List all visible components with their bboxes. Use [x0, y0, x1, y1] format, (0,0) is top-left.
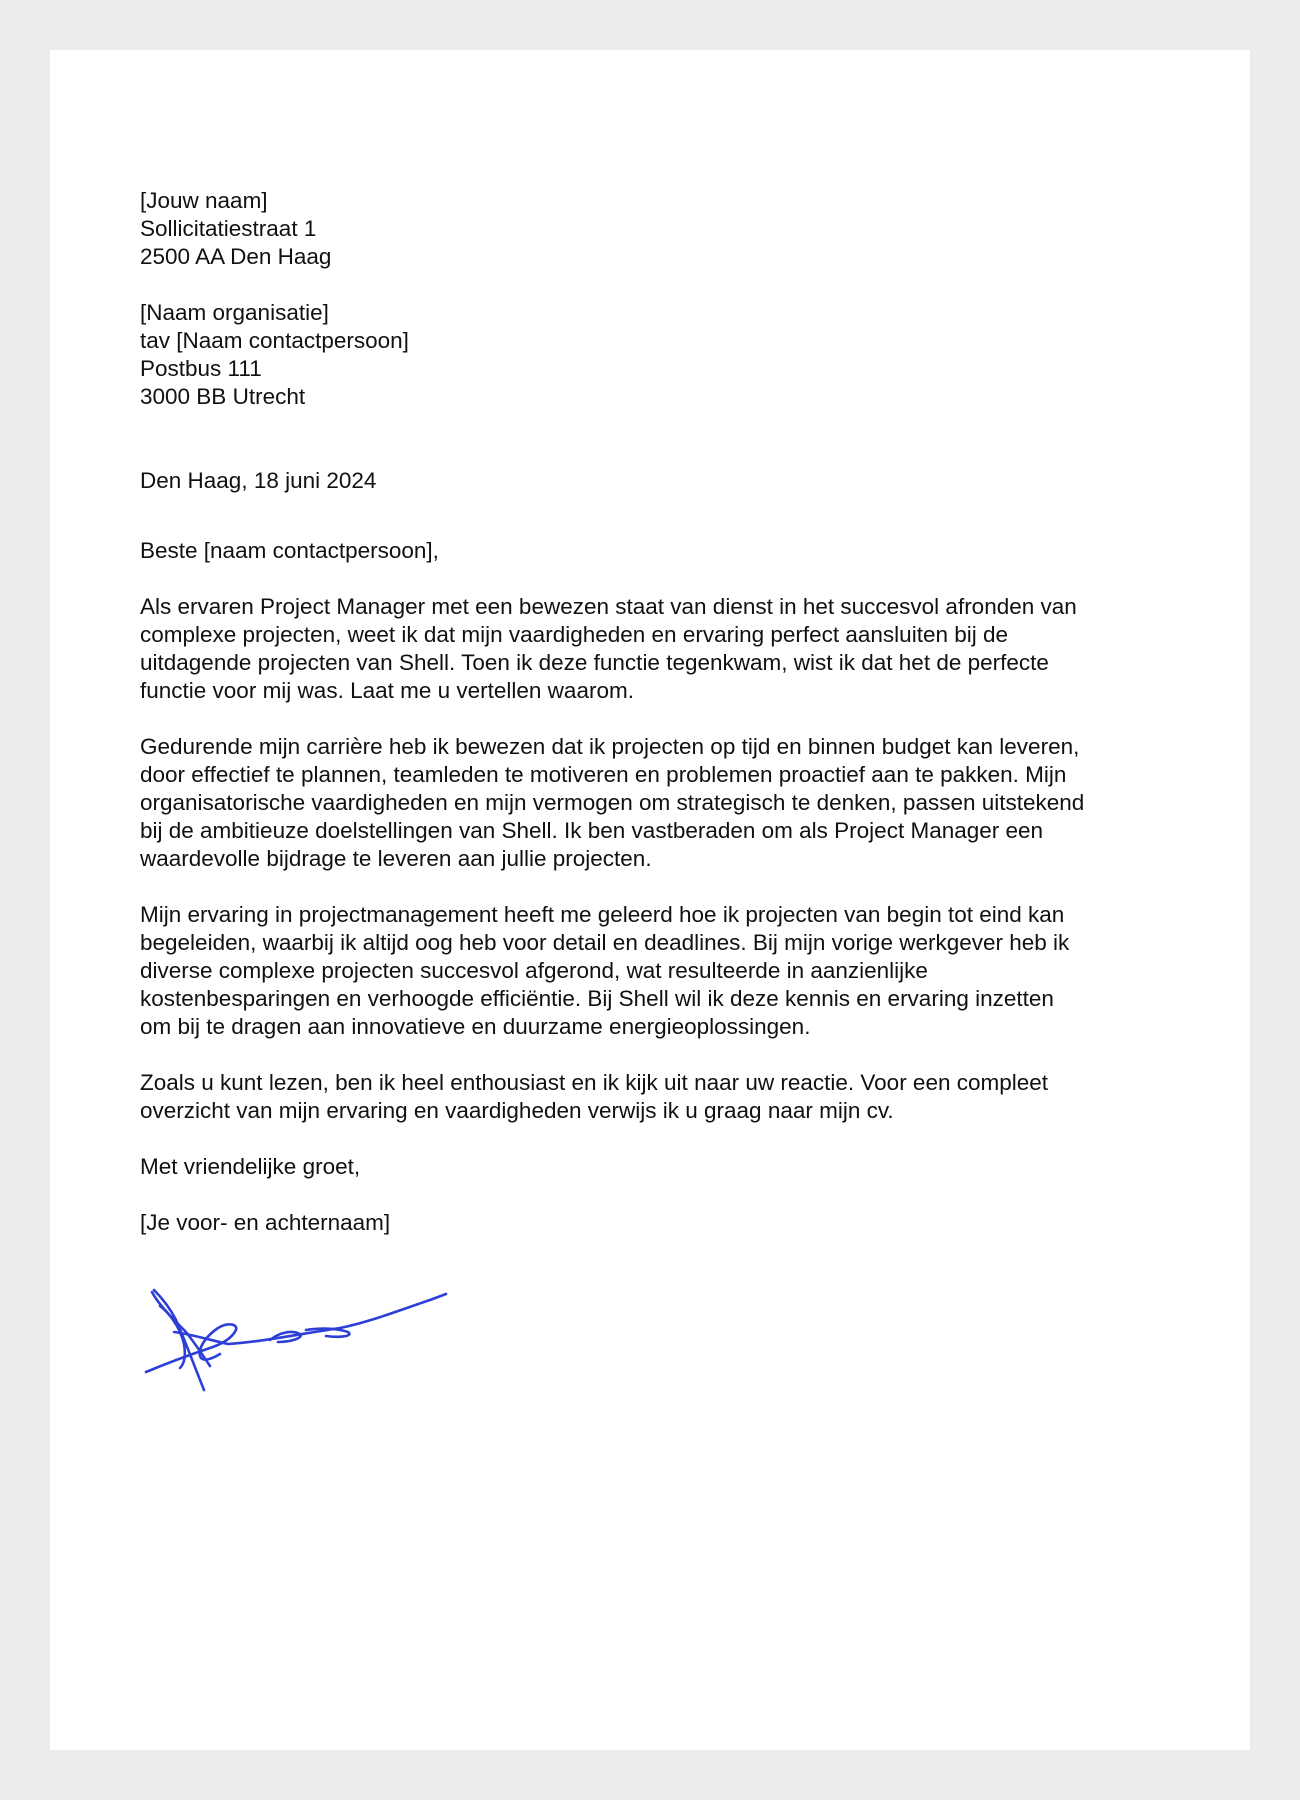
- body-paragraph-1: [140, 593, 1200, 705]
- closing-text: Met vriendelijke groet,: [140, 1154, 361, 1179]
- paragraph-line: begeleiden, waarbij ik altijd oog heb voor detail en deadlines. Bij mijn vorige werkgever heb ik: [140, 930, 1070, 955]
- closing: [140, 1153, 1200, 1181]
- paragraph-line: Gedurende mijn carrière heb ik bewezen dat ik projecten op tijd en binnen budget kan leveren,: [140, 734, 1080, 759]
- salutation-text: Beste [naam contactpersoon],: [140, 538, 439, 563]
- date-line: [140, 467, 1200, 495]
- paragraph-line: diverse complexe projecten succesvol afgerond, wat resulteerde in aanzienlijke: [140, 958, 928, 983]
- paragraph-line: overzicht van mijn ervaring en vaardigheden verwijs ik u graag naar mijn cv.: [140, 1098, 894, 1123]
- letter-page: [50, 50, 1250, 1750]
- body-paragraph-3: [140, 901, 1200, 1041]
- recipient-organisation: [Naam organisatie]: [140, 300, 329, 325]
- paragraph-line: organisatorische vaardigheden en mijn vermogen om strategisch te denken, passen uitstekend: [140, 790, 1085, 815]
- paragraph-line: kostenbesparingen en verhoogde efficiëntie. Bij Shell wil ik deze kennis en ervaring inzetten: [140, 986, 1054, 1011]
- recipient-address: [140, 299, 1200, 411]
- handwritten-signature: [140, 1282, 470, 1402]
- sender-street: Sollicitatiestraat 1: [140, 216, 317, 241]
- sender-name: [Jouw naam]: [140, 188, 268, 213]
- recipient-attention: tav [Naam contactpersoon]: [140, 328, 409, 353]
- sender-city: 2500 AA Den Haag: [140, 244, 332, 269]
- sender-address: [140, 187, 1200, 271]
- paragraph-line: door effectief te plannen, teamleden te motiveren en problemen proactief aan te pakken. Mijn: [140, 762, 1067, 787]
- paragraph-line: uitdagende projecten van Shell. Toen ik deze functie tegenkwam, wist ik dat het de perfecte: [140, 650, 1049, 675]
- paragraph-line: Zoals u kunt lezen, ben ik heel enthousiast en ik kijk uit naar uw reactie. Voor een compleet: [140, 1070, 1049, 1095]
- paragraph-line: waardevolle bijdrage te leveren aan jullie projecten.: [140, 846, 652, 871]
- letter-content: [140, 187, 1200, 1237]
- signer-name: [Je voor- en achternaam]: [140, 1210, 391, 1235]
- body-paragraph-2: [140, 733, 1200, 873]
- paragraph-line: Als ervaren Project Manager met een bewezen staat van dienst in het succesvol afronden van: [140, 594, 1077, 619]
- paragraph-line: om bij te dragen aan innovatieve en duurzame energieoplossingen.: [140, 1014, 811, 1039]
- paragraph-line: functie voor mij was. Laat me u vertellen waarom.: [140, 678, 634, 703]
- body-paragraph-4: [140, 1069, 1200, 1125]
- recipient-postbox: Postbus 111: [140, 356, 262, 381]
- paragraph-line: complexe projecten, weet ik dat mijn vaardigheden en ervaring perfect aansluiten bij de: [140, 622, 1009, 647]
- paragraph-line: Mijn ervaring in projectmanagement heeft me geleerd hoe ik projecten van begin tot eind kan: [140, 902, 1065, 927]
- salutation: [140, 537, 1200, 565]
- paragraph-line: bij de ambitieuze doelstellingen van Shell. Ik ben vastberaden om als Project Manager een: [140, 818, 1044, 843]
- signer: [140, 1209, 1200, 1237]
- date-text: Den Haag, 18 juni 2024: [140, 468, 377, 493]
- recipient-city: 3000 BB Utrecht: [140, 384, 306, 409]
